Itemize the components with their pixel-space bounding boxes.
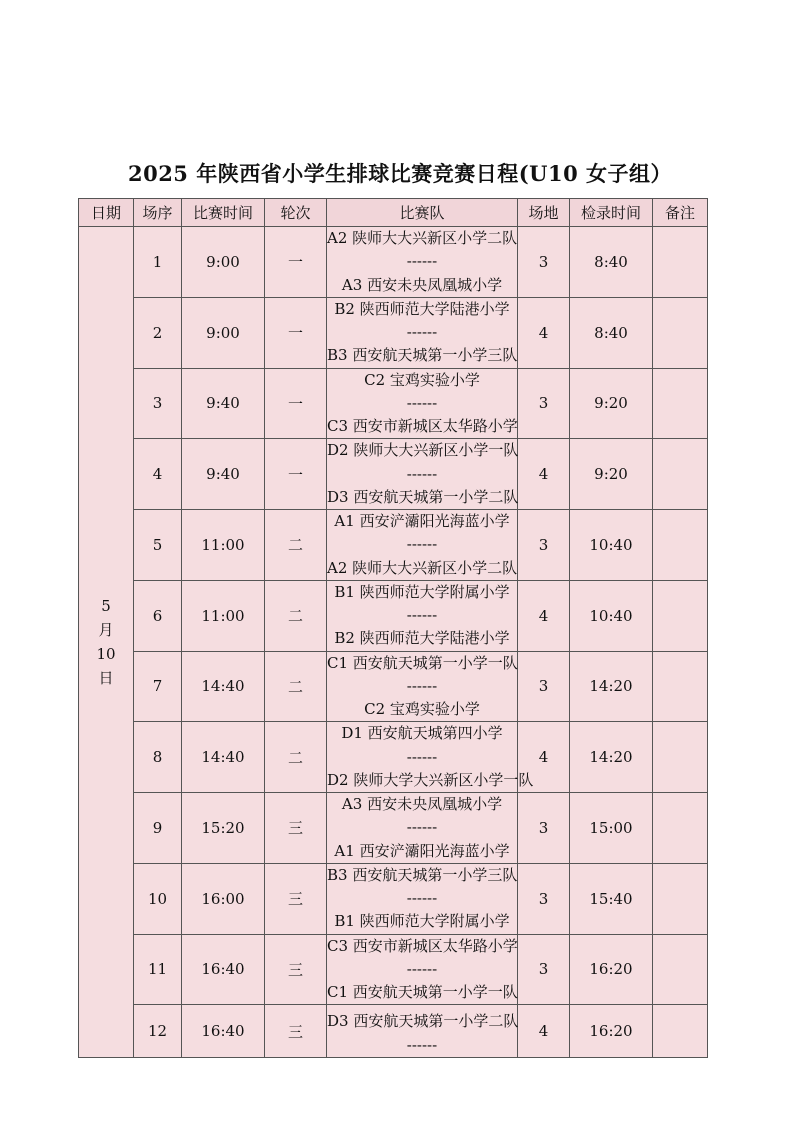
table-row bbox=[79, 368, 708, 439]
match-no: 4 bbox=[134, 439, 182, 510]
team-a: A3 西安未央凤凰城小学 bbox=[341, 795, 503, 813]
table-row bbox=[79, 934, 708, 1005]
team-a: D2 陕师大大兴新区小学一队 bbox=[327, 441, 519, 460]
team-b: B2 陕西师范大学陆港小学 bbox=[334, 629, 510, 648]
court: 4 bbox=[518, 722, 570, 793]
team-b: C3 西安市新城区太华路小学 bbox=[327, 417, 518, 435]
table-row bbox=[79, 439, 708, 510]
match-no: 9 bbox=[134, 793, 182, 864]
match-no: 6 bbox=[134, 580, 182, 651]
team-a: C3 西安市新城区太华路小学 bbox=[327, 936, 518, 955]
vs-separator: ------ bbox=[406, 606, 438, 624]
checkin-time: 14:20 bbox=[570, 651, 653, 722]
court: 4 bbox=[518, 1005, 570, 1058]
round: 二 bbox=[265, 510, 327, 581]
match-time: 11:00 bbox=[182, 580, 265, 651]
round: 三 bbox=[265, 863, 327, 934]
header-teams: 比赛队 bbox=[327, 199, 518, 227]
match-no: 3 bbox=[134, 368, 182, 439]
round: 二 bbox=[265, 722, 327, 793]
match-time: 14:40 bbox=[182, 722, 265, 793]
round: 一 bbox=[265, 297, 327, 368]
court: 3 bbox=[518, 651, 570, 722]
round: 一 bbox=[265, 227, 327, 298]
date-part: 日 bbox=[98, 668, 114, 687]
teams-cell bbox=[327, 439, 518, 510]
date-part: 月 bbox=[98, 620, 114, 639]
teams-cell bbox=[327, 510, 518, 581]
team-a: C1 西安航天城第一小学一队 bbox=[327, 653, 518, 672]
header-date: 日期 bbox=[79, 199, 134, 227]
header-court: 场地 bbox=[518, 199, 570, 227]
court: 3 bbox=[518, 227, 570, 298]
match-time: 16:40 bbox=[182, 934, 265, 1005]
round: 三 bbox=[265, 793, 327, 864]
team-a: B2 陕西师范大学陆港小学 bbox=[334, 299, 510, 318]
teams-cell bbox=[327, 722, 534, 793]
teams-cell bbox=[327, 1005, 518, 1058]
checkin-time: 15:40 bbox=[570, 863, 653, 934]
team-a: B1 陕西师范大学附属小学 bbox=[334, 582, 510, 601]
teams-cell bbox=[327, 863, 518, 934]
vs-separator: ------ bbox=[406, 747, 438, 766]
match-no: 11 bbox=[134, 934, 182, 1005]
match-time: 11:00 bbox=[182, 510, 265, 581]
vs-separator: ------ bbox=[406, 1035, 438, 1054]
table-row bbox=[79, 793, 708, 864]
schedule-table bbox=[78, 198, 708, 1058]
checkin-time: 16:20 bbox=[570, 934, 653, 1005]
court: 4 bbox=[518, 580, 570, 651]
team-a: D1 西安航天城第四小学 bbox=[341, 724, 503, 743]
match-time: 15:20 bbox=[182, 793, 265, 864]
team-a: A2 陕师大大兴新区小学二队 bbox=[327, 229, 518, 247]
team-a: D3 西安航天城第一小学二队 bbox=[327, 1012, 519, 1031]
table-row bbox=[79, 722, 708, 793]
teams-cell bbox=[327, 651, 518, 722]
team-b: A2 陕师大大兴新区小学二队 bbox=[327, 558, 518, 577]
note bbox=[653, 368, 708, 439]
match-no: 5 bbox=[134, 510, 182, 581]
team-a: A1 西安浐灞阳光海蓝小学 bbox=[334, 512, 510, 530]
page-title: 2025 年陕西省小学生排球比赛竞赛日程(U10 女子组） bbox=[127, 161, 673, 186]
checkin-time: 10:40 bbox=[570, 580, 653, 651]
court: 3 bbox=[518, 863, 570, 934]
table-row bbox=[79, 651, 708, 722]
team-b: B3 西安航天城第一小学三队 bbox=[327, 346, 518, 365]
vs-separator: ------ bbox=[406, 323, 438, 341]
match-time: 14:40 bbox=[182, 651, 265, 722]
court: 3 bbox=[518, 793, 570, 864]
teams-cell bbox=[327, 297, 518, 368]
note bbox=[653, 580, 708, 651]
vs-separator: ------ bbox=[406, 252, 438, 271]
team-b: C1 西安航天城第一小学一队 bbox=[327, 983, 518, 1001]
court: 3 bbox=[518, 368, 570, 439]
vs-separator: ------ bbox=[406, 889, 438, 907]
match-no: 10 bbox=[134, 863, 182, 934]
match-no: 2 bbox=[134, 297, 182, 368]
vs-separator: ------ bbox=[406, 818, 438, 837]
teams-cell bbox=[327, 793, 518, 864]
vs-separator: ------ bbox=[406, 393, 438, 412]
checkin-time: 15:00 bbox=[570, 793, 653, 864]
date-part: 10 bbox=[96, 644, 116, 663]
match-no: 1 bbox=[134, 227, 182, 298]
teams-cell bbox=[327, 227, 518, 298]
match-no: 8 bbox=[134, 722, 182, 793]
court: 4 bbox=[518, 439, 570, 510]
round: 一 bbox=[265, 439, 327, 510]
table-row bbox=[79, 1005, 708, 1058]
round: 一 bbox=[265, 368, 327, 439]
court: 4 bbox=[518, 297, 570, 368]
header-match-time: 比赛时间 bbox=[182, 199, 265, 227]
team-b: D2 陕师大学大兴新区小学一队 bbox=[327, 770, 534, 789]
round: 三 bbox=[265, 934, 327, 1005]
court: 3 bbox=[518, 934, 570, 1005]
table-row bbox=[79, 297, 708, 368]
header-note: 备注 bbox=[653, 199, 708, 227]
date-part: 5 bbox=[101, 596, 111, 615]
table-row bbox=[79, 863, 708, 934]
match-time: 9:00 bbox=[182, 227, 265, 298]
team-a: C2 宝鸡实验小学 bbox=[364, 370, 480, 389]
match-time: 16:00 bbox=[182, 863, 265, 934]
note bbox=[653, 934, 708, 1005]
vs-separator: ------ bbox=[406, 464, 438, 483]
table-row bbox=[79, 510, 708, 581]
table-row bbox=[79, 227, 708, 298]
checkin-time: 14:20 bbox=[570, 722, 653, 793]
team-b: B1 陕西师范大学附属小学 bbox=[334, 912, 510, 931]
note bbox=[653, 297, 708, 368]
team-a: B3 西安航天城第一小学三队 bbox=[327, 865, 518, 884]
match-no: 7 bbox=[134, 651, 182, 722]
round: 三 bbox=[265, 1005, 327, 1058]
note bbox=[653, 793, 708, 864]
checkin-time: 8:40 bbox=[570, 297, 653, 368]
checkin-time: 9:20 bbox=[570, 368, 653, 439]
note bbox=[653, 439, 708, 510]
checkin-time: 10:40 bbox=[570, 510, 653, 581]
checkin-time: 8:40 bbox=[570, 227, 653, 298]
team-b: C2 宝鸡实验小学 bbox=[364, 700, 480, 718]
header-round: 轮次 bbox=[265, 199, 327, 227]
date-cell bbox=[79, 227, 134, 1058]
checkin-time: 16:20 bbox=[570, 1005, 653, 1058]
note bbox=[653, 1005, 708, 1058]
note bbox=[653, 863, 708, 934]
teams-cell bbox=[327, 934, 518, 1005]
header-checkin-time: 检录时间 bbox=[570, 199, 653, 227]
match-time: 9:00 bbox=[182, 297, 265, 368]
match-no: 12 bbox=[134, 1005, 182, 1058]
court: 3 bbox=[518, 510, 570, 581]
header-match-no: 场序 bbox=[134, 199, 182, 227]
team-b: A1 西安浐灞阳光海蓝小学 bbox=[334, 841, 510, 860]
table-row bbox=[79, 580, 708, 651]
teams-cell bbox=[327, 368, 518, 439]
round: 二 bbox=[265, 580, 327, 651]
round: 二 bbox=[265, 651, 327, 722]
teams-cell bbox=[327, 580, 518, 651]
team-b: D3 西安航天城第一小学二队 bbox=[327, 487, 519, 506]
match-time: 9:40 bbox=[182, 439, 265, 510]
note bbox=[653, 722, 708, 793]
header-row bbox=[79, 199, 708, 227]
checkin-time: 9:20 bbox=[570, 439, 653, 510]
note bbox=[653, 651, 708, 722]
vs-separator: ------ bbox=[406, 535, 438, 554]
match-time: 9:40 bbox=[182, 368, 265, 439]
note bbox=[653, 227, 708, 298]
team-b: A3 西安未央凤凰城小学 bbox=[341, 275, 503, 294]
match-time: 16:40 bbox=[182, 1005, 265, 1058]
vs-separator: ------ bbox=[406, 959, 438, 978]
note bbox=[653, 510, 708, 581]
vs-separator: ------ bbox=[406, 676, 438, 695]
